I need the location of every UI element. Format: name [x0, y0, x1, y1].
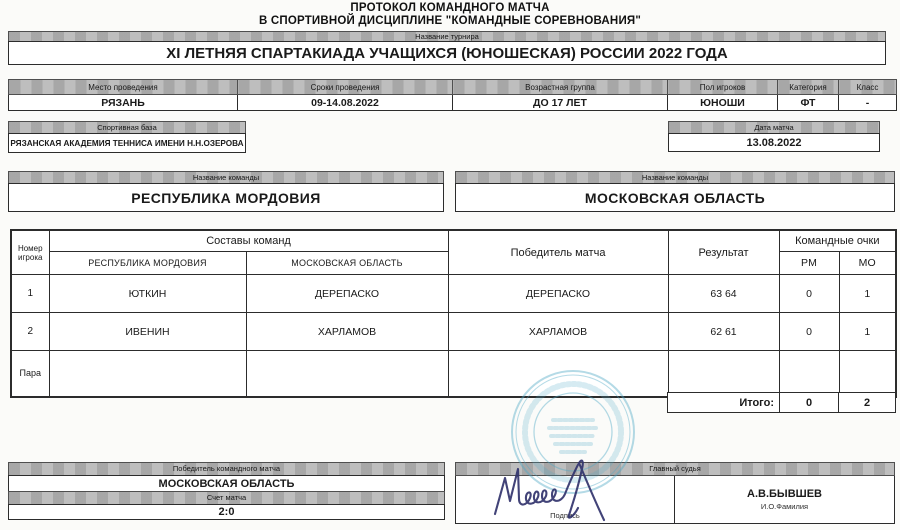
totals-pm: 0 [779, 392, 840, 413]
match-score-value: 2:0 [8, 504, 445, 520]
results-table [10, 229, 897, 398]
venue-name: РЯЗАНСКАЯ АКАДЕМИЯ ТЕННИСА ИМЕНИ Н.Н.ОЗЕРОВА [8, 133, 246, 153]
cell-match1-mo: 1 [839, 275, 896, 313]
info-label-class: Класс [839, 80, 897, 95]
team1-header-label: Название команды [8, 171, 444, 184]
info-value-class: - [839, 95, 897, 111]
match-row-pair [11, 351, 896, 397]
header-rosters: Составы команд [49, 230, 448, 252]
cell-match2-number: 2 [11, 313, 49, 351]
referee-label: Главный судья [455, 462, 895, 476]
info-value-row [9, 95, 897, 111]
info-value-dates: 09-14.08.2022 [238, 95, 453, 111]
info-label-age-group: Возрастная группа [453, 80, 668, 95]
info-label-gender: Пол игроков [668, 80, 778, 95]
team1-block [8, 171, 444, 212]
document-title-line2: В СПОРТИВНОЙ ДИСЦИПЛИНЕ "КОМАНДНЫЕ СОРЕВНОВАНИЯ" [258, 15, 642, 27]
referee-name-caption: И.О.Фамилия [760, 502, 809, 511]
match-date-value: 13.08.2022 [668, 133, 880, 152]
cell-match1-pm: 0 [779, 275, 839, 313]
cell-match1-result: 63 64 [668, 275, 779, 313]
cell-pair-team1-player [49, 351, 246, 397]
totals-row [667, 392, 896, 413]
header-player-number [11, 230, 49, 275]
info-value-place: РЯЗАНЬ [9, 95, 238, 111]
match-row-2 [11, 313, 896, 351]
info-label-dates: Сроки проведения [238, 80, 453, 95]
match-winner-label: Победитель командного матча [8, 462, 445, 476]
match-winner-value: МОСКОВСКАЯ ОБЛАСТЬ [8, 475, 445, 492]
totals-mo: 2 [838, 392, 896, 413]
match-date-block [668, 121, 880, 152]
header-player-number-line1: Номер [17, 243, 43, 253]
team2-name: МОСКОВСКАЯ ОБЛАСТЬ [455, 183, 895, 212]
referee-name-cell [675, 476, 894, 523]
cell-pair-mo [839, 351, 896, 397]
match-date-label: Дата матча [668, 121, 880, 134]
match-row-1 [11, 275, 896, 313]
cell-match2-pm: 0 [779, 313, 839, 351]
results-header-row1 [11, 230, 896, 252]
cell-pair-pm [779, 351, 839, 397]
team2-header-label: Название команды [455, 171, 895, 184]
cell-match2-winner: ХАРЛАМОВ [448, 313, 668, 351]
cell-match1-team1-player: ЮТКИН [49, 275, 246, 313]
tournament-label: Название турнира [8, 31, 886, 42]
signature-caption: Подпись [550, 511, 580, 520]
header-team1-column: РЕСПУБЛИКА МОРДОВИЯ [49, 252, 246, 275]
info-value-gender: ЮНОШИ [668, 95, 778, 111]
header-player-number-line2: игрока [18, 252, 43, 262]
info-value-category: ФТ [778, 95, 839, 111]
header-team2-column: МОСКОВСКАЯ ОБЛАСТЬ [246, 252, 448, 275]
cell-pair-result [668, 351, 779, 397]
info-label-place: Место проведения [9, 80, 238, 95]
referee-name: А.В.БЫВШЕВ [747, 488, 822, 500]
cell-match2-result: 62 61 [668, 313, 779, 351]
info-label-category: Категория [778, 80, 839, 95]
cell-match2-team1-player: ИВЕНИН [49, 313, 246, 351]
match-winner-block [8, 462, 445, 520]
cell-match2-team2-player: ХАРЛАМОВ [246, 313, 448, 351]
venue-label: Спортивная база [8, 121, 246, 134]
cell-match2-mo: 1 [839, 313, 896, 351]
cell-pair-team2-player [246, 351, 448, 397]
document-title-line1: ПРОТОКОЛ КОМАНДНОГО МАТЧА [350, 2, 550, 14]
cell-match1-team2-player: ДЕРЕПАСКО [246, 275, 448, 313]
venue-block [8, 121, 246, 153]
cell-match1-number: 1 [11, 275, 49, 313]
event-info-table [8, 79, 897, 111]
referee-signature [488, 458, 618, 524]
team2-block [455, 171, 895, 212]
cell-pair-number: Пара [11, 351, 49, 397]
tournament-name: XI ЛЕТНЯЯ СПАРТАКИАДА УЧАЩИХСЯ (ЮНОШЕСКАЯ) РОССИИ 2022 ГОДА [8, 41, 886, 65]
team1-name: РЕСПУБЛИКА МОРДОВИЯ [8, 183, 444, 212]
header-pm-column: РМ [779, 252, 839, 275]
info-value-age-group: ДО 17 ЛЕТ [453, 95, 668, 111]
cell-match1-winner: ДЕРЕПАСКО [448, 275, 668, 313]
tournament-banner [8, 31, 886, 65]
header-result: Результат [668, 230, 779, 275]
header-team-points: Командные очки [779, 230, 896, 252]
match-score-label: Счет матча [8, 491, 445, 505]
header-match-winner: Победитель матча [448, 230, 668, 275]
totals-label: Итого: [667, 392, 780, 413]
header-mo-column: МО [839, 252, 896, 275]
info-header-row [9, 80, 897, 95]
